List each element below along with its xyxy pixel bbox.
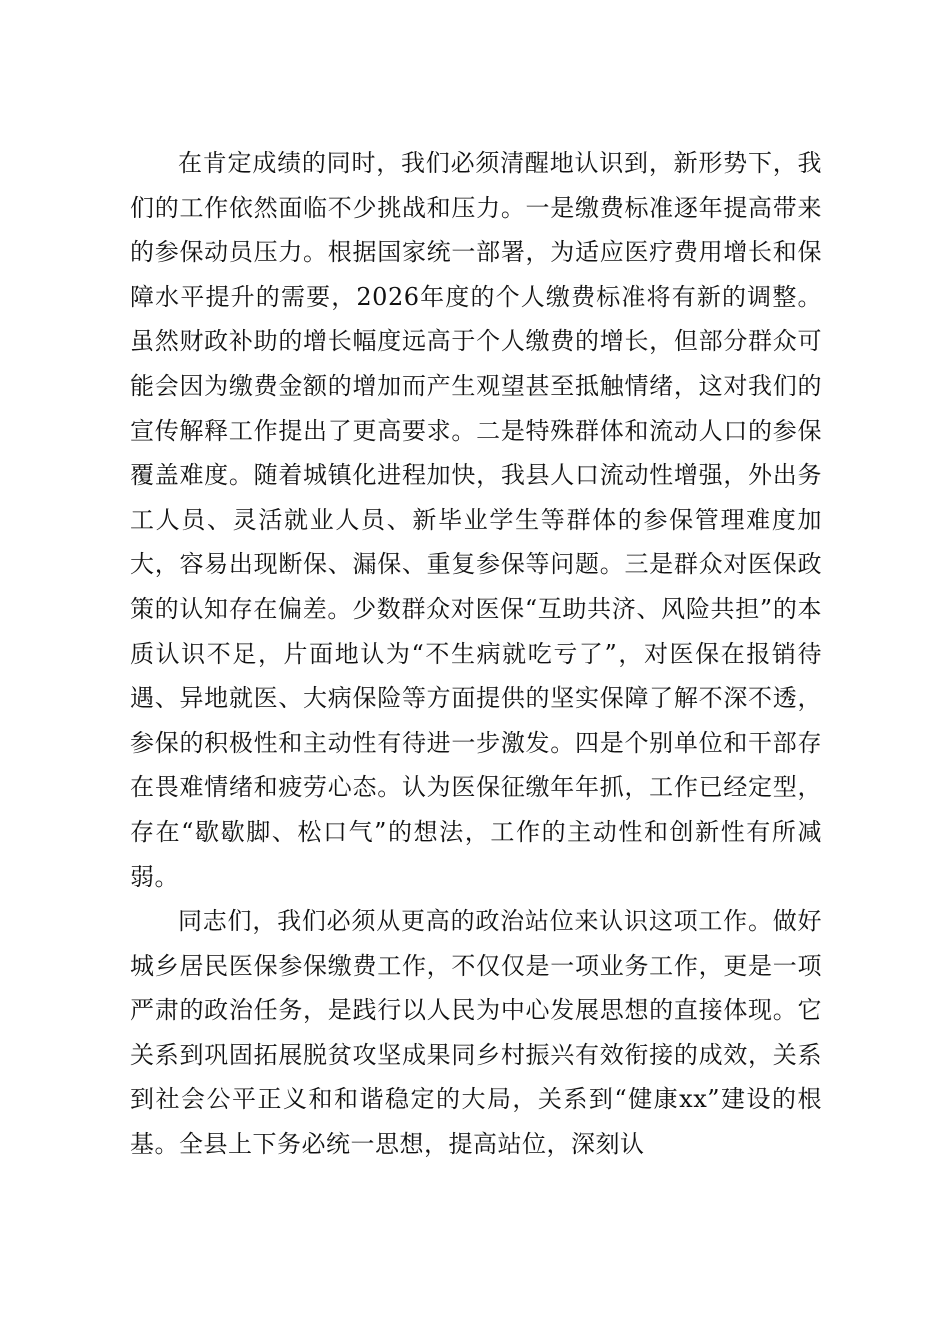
document-body bbox=[130, 141, 822, 1167]
paragraph-political-stance: 同志们，我们必须从更高的政治站位来认识这项工作。做好城乡居民医保参保缴费工作，不仅仅是一项业务工作，更是一项严肃的政治任务，是践行以人民为中心发展思想的直接体现。它关系到巩固拓展脱贫攻坚成果同乡村振兴有效衔接的成效，关系到社会公平正义和和谐稳定的大局，关系到“健康xx”建设的根基。全县上下务必统一思想，提高站位，深刻认 bbox=[130, 907, 822, 1159]
paragraph-challenges: 在肯定成绩的同时，我们必须清醒地认识到，新形势下，我们的工作依然面临不少挑战和压力。一是缴费标准逐年提高带来的参保动员压力。根据国家统一部署，为适应医疗费用增长和保障水平提升的需要，2026年度的个人缴费标准将有新的调整。虽然财政补助的增长幅度远高于个人缴费的增长，但部分群众可能会因为缴费金额的增加而产生观望甚至抵触情绪，这对我们的宣传解释工作提出了更高要求。二是特殊群体和流动人口的参保覆盖难度。随着城镇化进程加快，我县人口流动性增强，外出务工人员、灵活就业人员、新毕业学生等群体的参保管理难度加大，容易出现断保、漏保、重复参保等问题。三是群众对医保政策的认知存在偏差。少数群众对医保“互助共济、风险共担”的本质认识不足，片面地认为“不生病就吃亏了”，对医保在报销待遇、异地就医、大病保险等方面提供的坚实保障了解不深不透，参保的积极性和主动性有待进一步激发。四是个别单位和干部存在畏难情绪和疲劳心态。认为医保征缴年年抓，工作已经定型，存在“歇歇脚、松口气”的想法，工作的主动性和创新性有所减弱。 bbox=[130, 149, 822, 891]
